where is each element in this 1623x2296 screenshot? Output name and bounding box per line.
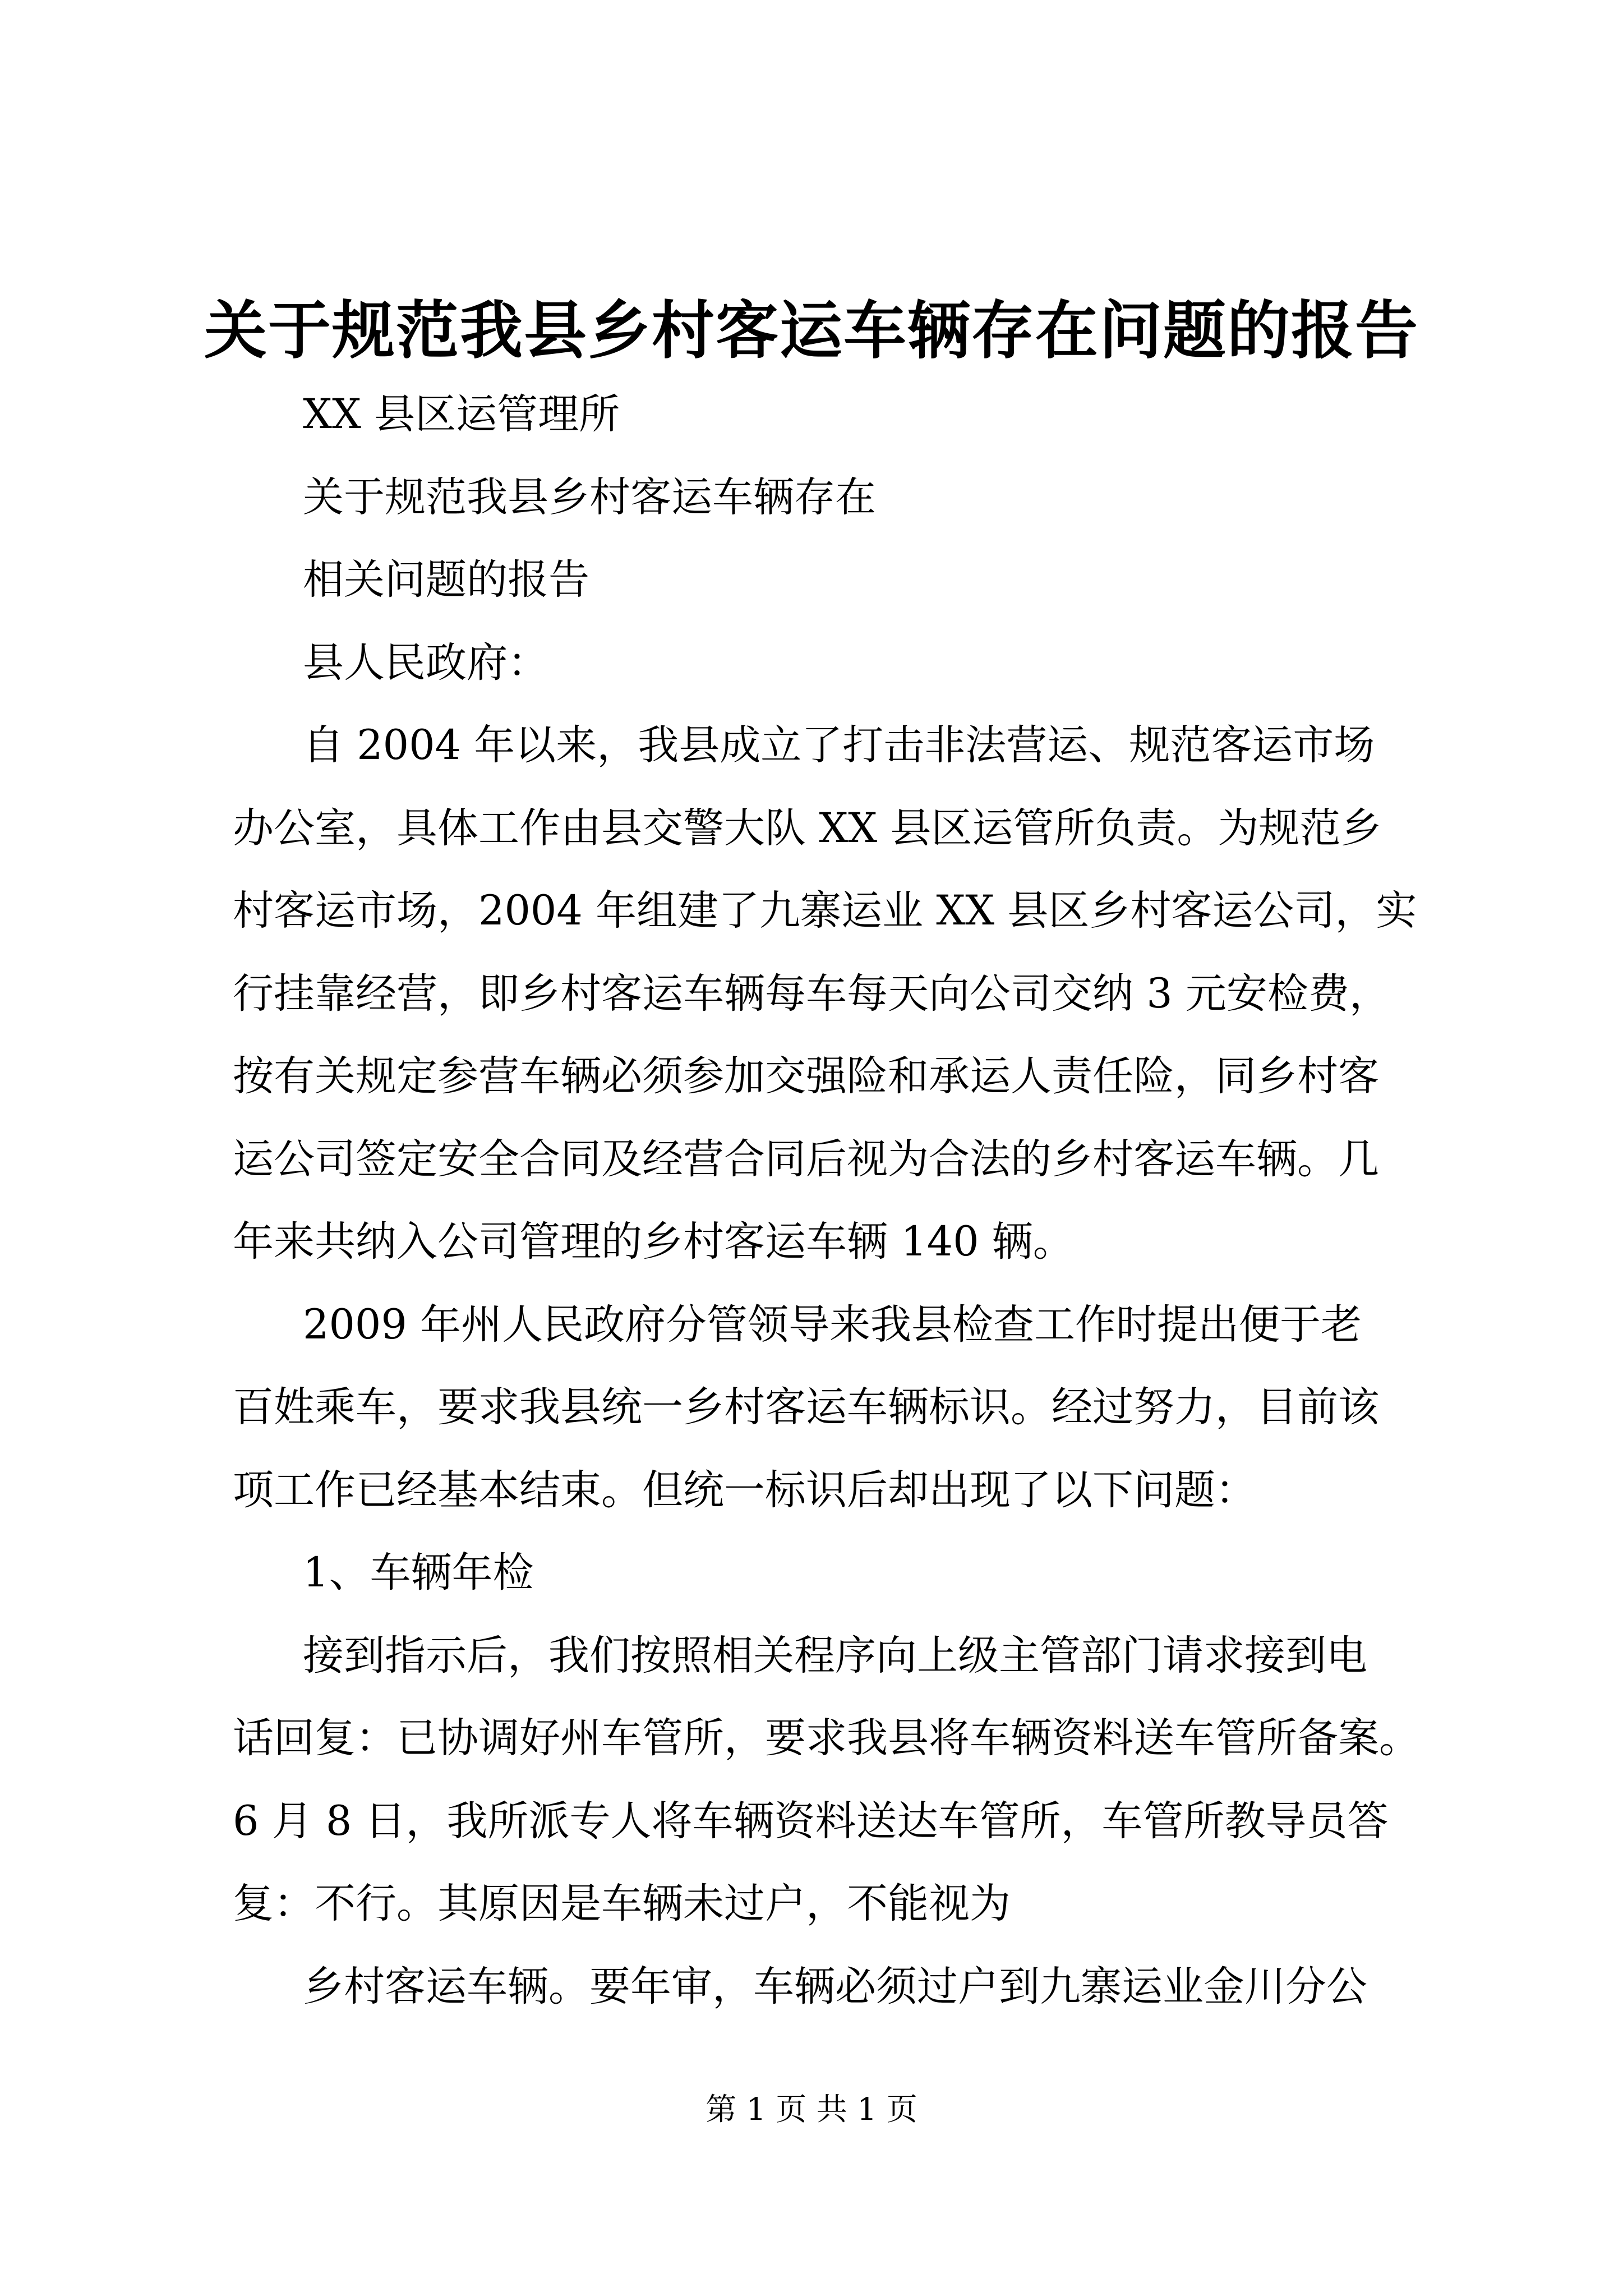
text-line: 1、车辆年检 bbox=[303, 1549, 534, 1596]
text-line: 运公司签定安全合同及经营合同后视为合法的乡村客运车辆。几 bbox=[233, 1135, 1379, 1183]
document-body bbox=[233, 373, 1420, 2028]
text-line: 2009 年州人民政府分管领导来我县检查工作时提出便于老 bbox=[303, 1300, 1362, 1349]
text-line: 百姓乘车，要求我县统一乡村客运车辆标识。经过努力，目前该 bbox=[233, 1383, 1379, 1431]
text-line: 话回复：已协调好州车管所，要求我县将车辆资料送车管所备案。 bbox=[233, 1714, 1420, 1762]
text-line: 接到指示后，我们按照相关程序向上级主管部门请求接到电 bbox=[303, 1631, 1367, 1680]
text-line: 行挂靠经营，即乡村客运车辆每车每天向公司交纳 3 元安检费， bbox=[233, 969, 1390, 1018]
text-line: 复：不行。其原因是车辆未过户，不能视为 bbox=[233, 1880, 1011, 1927]
text-line: 6 月 8 日，我所派专人将车辆资料送达车管所，车管所教导员答 bbox=[233, 1797, 1389, 1845]
document-title: 关于规范我县乡村客运车辆存在问题的报告 bbox=[204, 294, 1419, 367]
page-footer: 第 1 页 共 1 页 bbox=[706, 2091, 917, 2127]
text-line: 关于规范我县乡村客运车辆存在 bbox=[303, 473, 876, 521]
text-line: 办公室，具体工作由县交警大队 XX 县区运管所负责。为规范乡 bbox=[233, 804, 1382, 852]
text-line: 项工作已经基本结束。但统一标识后却出现了以下问题： bbox=[233, 1466, 1256, 1514]
text-line: 年来共纳入公司管理的乡村客运车辆 140 辆。 bbox=[233, 1218, 1074, 1266]
text-line: 县人民政府： bbox=[303, 638, 548, 687]
text-line: XX 县区运管理所 bbox=[303, 390, 620, 438]
text-line: 乡村客运车辆。要年审，车辆必须过户到九寨运业金川分公 bbox=[303, 1962, 1367, 2010]
text-line: 自 2004 年以来，我县成立了打击非法营运、规范客运市场 bbox=[303, 721, 1375, 769]
text-line: 按有关规定参营车辆必须参加交强险和承运人责任险，同乡村客 bbox=[233, 1052, 1379, 1100]
text-line: 相关问题的报告 bbox=[303, 556, 589, 604]
text-line: 村客运市场，2004 年组建了九寨运业 XX 县区乡村客运公司，实 bbox=[233, 887, 1417, 935]
